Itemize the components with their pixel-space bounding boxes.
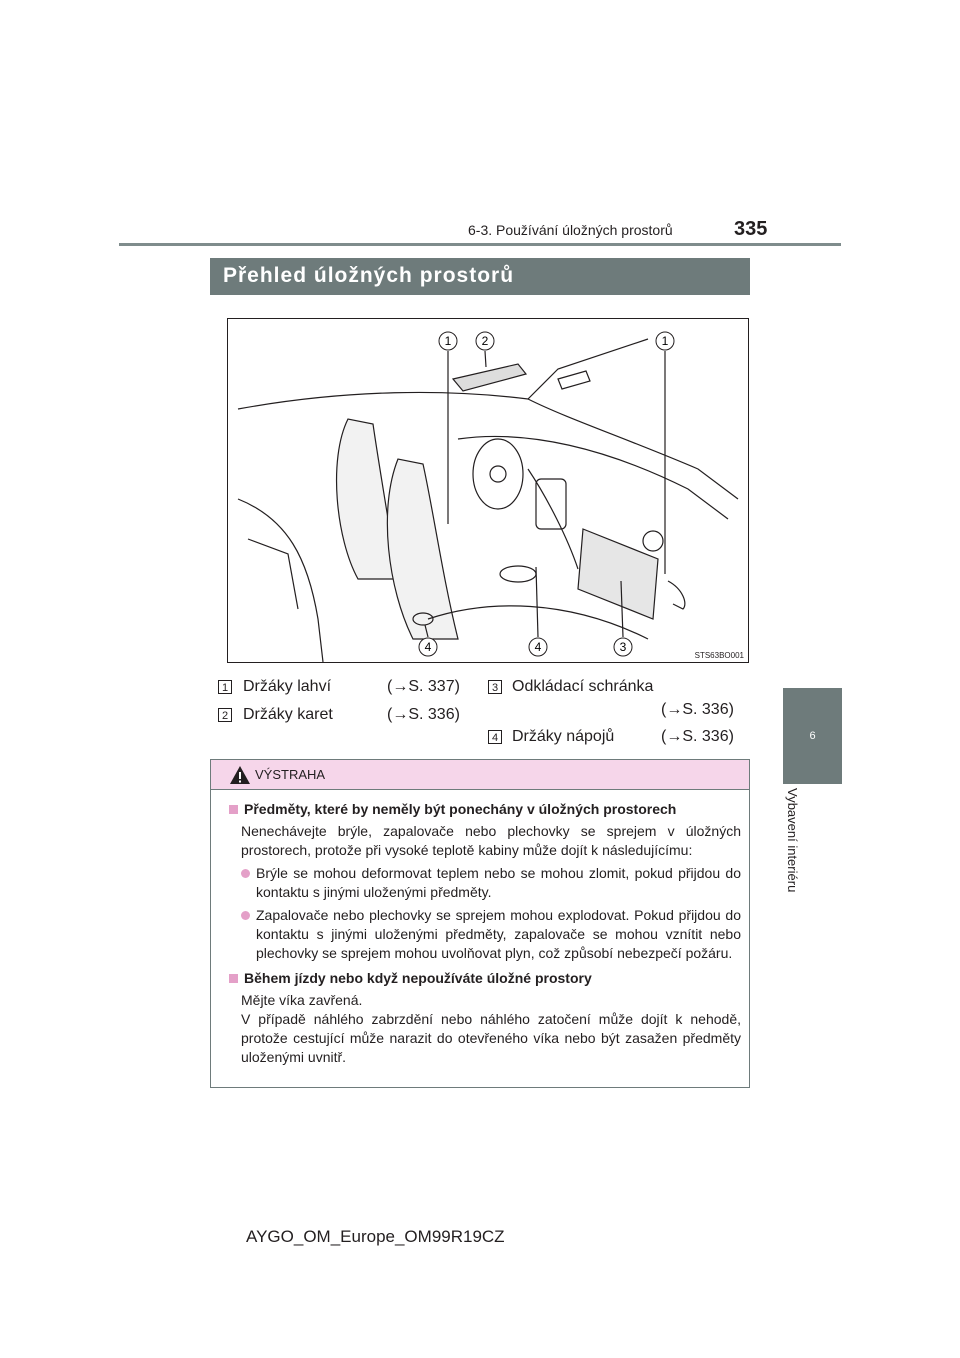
header-rule xyxy=(119,243,841,246)
warning-paragraph-2b: V případě náhlého zabrzdění nebo náhlého zatočení může dojít k nehodě, protože cestující může narazit do otevřeného víka nebo být zasažen předměty uloženými uvnitř. xyxy=(241,1011,741,1065)
legend-ref-4: (→S. 336) xyxy=(661,728,734,745)
callout-4b: 4 xyxy=(534,640,542,654)
warning-heading-1: Předměty, které by neměly být ponechány v úložných prostorech xyxy=(229,800,741,819)
legend-label-2: Držáky karet xyxy=(243,706,333,723)
warning-bullet-2: Zapalovače nebo plechovky se sprejem mohou explodovat. Pokud přijdou do kontaktu s jinými uloženými předměty, zapalovače se mohou vznítit nebo plechovky se sprejem mohou uvolňovat plyn, což způsobí nebezpečí požáru. xyxy=(241,906,741,963)
legend-number: 2 xyxy=(218,708,232,722)
page-number: 335 xyxy=(734,218,768,240)
legend-ref-3: (→S. 336) xyxy=(661,701,734,718)
square-bullet-icon xyxy=(229,974,238,983)
square-bullet-icon xyxy=(229,805,238,814)
warning-paragraph-2a: Mějte víka zavřená. xyxy=(241,992,363,1008)
legend-number: 3 xyxy=(488,680,502,694)
warning-box xyxy=(210,759,750,1088)
warning-heading-2: Během jízdy nebo když nepoužíváte úložné prostory xyxy=(229,969,741,988)
chapter-tab: 6 xyxy=(783,688,842,784)
callout-1b: 1 xyxy=(661,334,669,348)
round-bullet-icon xyxy=(241,911,250,920)
round-bullet-icon xyxy=(241,869,250,878)
warning-paragraph-1: Nenechávejte brýle, zapalovače nebo plechovky se sprejem v úložných prostorech, protože při vysoké teplotě kabiny může dojít k následujícímu: xyxy=(241,823,741,858)
legend-label-1: Držáky lahví xyxy=(243,678,332,695)
legend-label-3: Odkládací schránka xyxy=(512,678,654,695)
legend-label-4: Držáky nápojů xyxy=(512,728,615,745)
legend-ref-2: (→S. 336) xyxy=(387,706,460,723)
legend-number: 1 xyxy=(218,680,232,694)
warning-bullet-1: Brýle se mohou deformovat teplem nebo se mohou zlomit, pokud přijdou do kontaktu s jinými uloženými předměty. xyxy=(241,864,741,902)
callout-1a: 1 xyxy=(444,334,452,348)
callout-2: 2 xyxy=(481,334,489,348)
warning-title: VÝSTRAHA xyxy=(255,767,326,782)
section-header: 6-3. Používání úložných prostorů xyxy=(468,222,673,238)
car-interior-drawing xyxy=(228,319,748,662)
chapter-label: Vybavení interiéru xyxy=(785,788,800,893)
warning-body xyxy=(229,800,741,1067)
legend-item-4 xyxy=(488,728,502,746)
interior-illustration xyxy=(227,318,749,663)
callout-3: 3 xyxy=(619,640,627,654)
title-bar xyxy=(210,258,750,295)
legend-item-3 xyxy=(488,678,502,696)
figure-code: STS63BO001 xyxy=(694,651,744,660)
warning-header xyxy=(211,760,749,790)
callout-4a: 4 xyxy=(424,640,432,654)
legend-number: 4 xyxy=(488,730,502,744)
legend-ref-1: (→S. 337) xyxy=(387,678,460,695)
warning-triangle-icon xyxy=(229,765,251,785)
footer-doc-id: AYGO_OM_Europe_OM99R19CZ xyxy=(246,1227,505,1246)
page-title: Přehled úložných prostorů xyxy=(223,264,515,287)
legend-item-2 xyxy=(218,706,232,724)
legend-item-1 xyxy=(218,678,232,696)
